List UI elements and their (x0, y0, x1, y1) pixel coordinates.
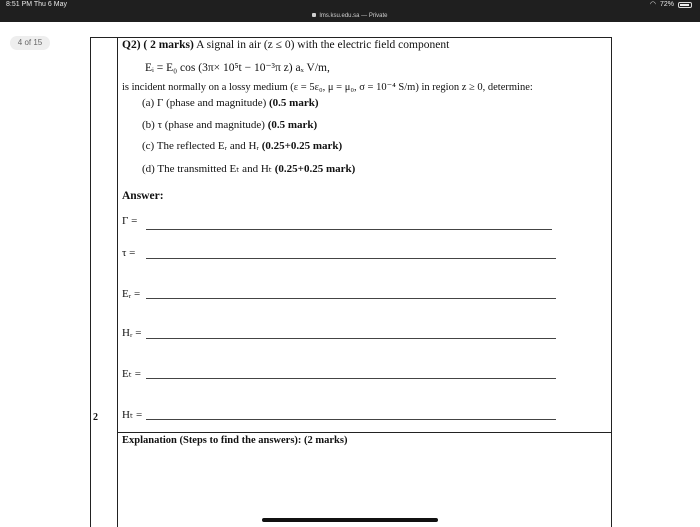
answer-line-er[interactable] (146, 298, 556, 299)
field-equation: Eᵢ = E₀ cos (3π× 10⁵t − 10⁻³π z) aₓ V/m, (145, 62, 330, 74)
answer-heading: Answer: (122, 190, 164, 202)
question-title: Q2) ( 2 marks) A signal in air (z ≤ 0) with the electric field component (122, 39, 450, 51)
item-d: (d) The transmitted Eₜ and Hₜ (0.25+0.25 mark) (142, 163, 356, 175)
home-indicator[interactable] (262, 518, 438, 522)
url-bar[interactable] (0, 10, 700, 22)
explanation-heading: Explanation (Steps to find the answers): (2 marks) (122, 435, 348, 446)
field-label-ht: Hₜ = (122, 409, 143, 421)
wifi-icon: ◠ (649, 1, 656, 8)
battery-icon (678, 2, 692, 8)
field-label-gamma: Γ = (122, 215, 138, 227)
status-time: 8:51 PM Thu 6 May (6, 1, 67, 8)
item-c: (c) The reflected Eᵣ and Hᵣ (0.25+0.25 mark) (142, 140, 343, 152)
answer-line-et[interactable] (146, 378, 556, 379)
status-bar (0, 0, 700, 10)
field-label-hr: Hᵣ = (122, 327, 142, 339)
field-label-et: Eₜ = (122, 368, 141, 380)
page-indicator: 4 of 15 (10, 36, 50, 50)
answer-line-hr[interactable] (146, 338, 556, 339)
answer-line-gamma[interactable] (146, 229, 552, 230)
battery-percent: 72% (659, 1, 674, 8)
question-table (90, 37, 612, 527)
row-number: 2 (93, 412, 98, 423)
field-label-er: Eᵣ = (122, 288, 141, 300)
lock-icon (312, 13, 316, 17)
answer-line-tau[interactable] (146, 258, 556, 259)
field-label-tau: τ = (122, 247, 136, 259)
url-text: lms.ksu.edu.sa — Private (319, 13, 388, 19)
item-b: (b) τ (phase and magnitude) (0.5 mark) (142, 119, 318, 131)
item-a: (a) Γ (phase and magnitude) (0.5 mark) (142, 97, 319, 109)
incident-text: is incident normally on a lossy medium (ε = 5ε₀, μ = μ₀, σ = 10⁻⁴ S/m) in region z ≥ 0, determine: (122, 82, 533, 93)
answer-line-ht[interactable] (146, 419, 556, 420)
